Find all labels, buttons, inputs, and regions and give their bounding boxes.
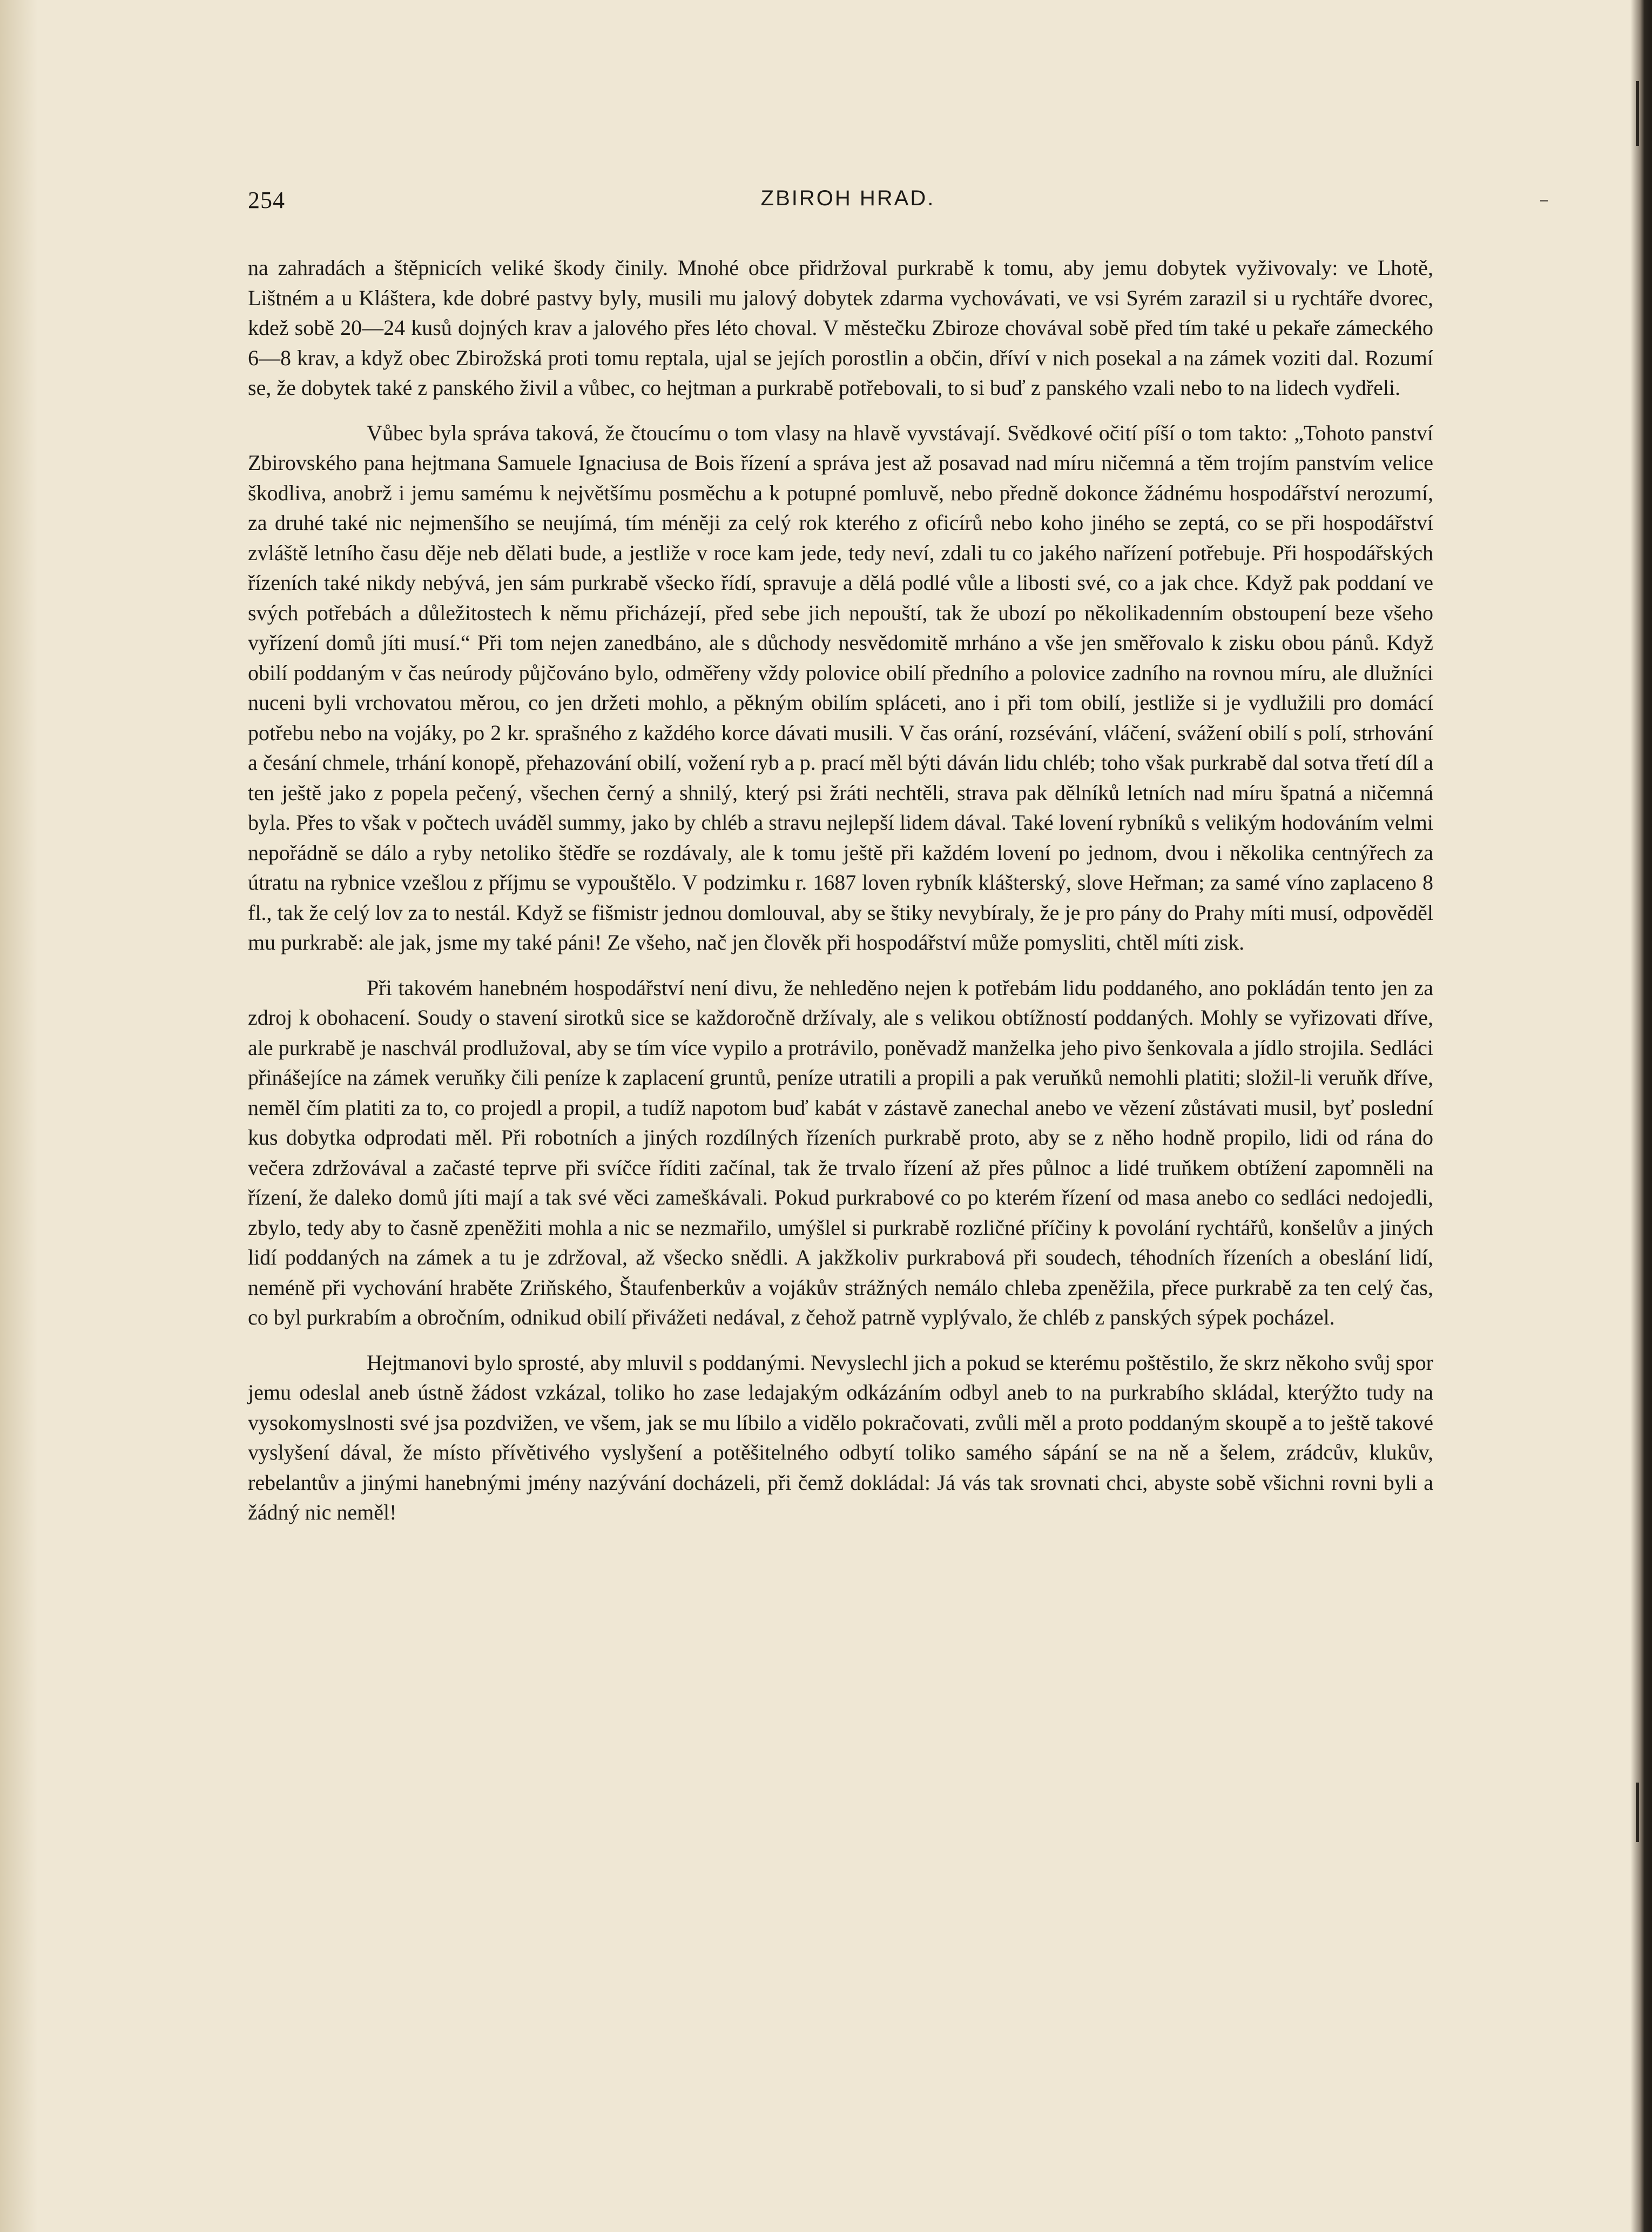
edge-mark-bottom [1636, 1783, 1639, 1842]
edge-mark-top [1636, 81, 1639, 146]
paragraph-4: Hejtmanovi bylo sprosté, aby mluvil s poddanými. Nevyslechl jich a pokud se kterému poštěstilo, že skrz někoho svůj spor jemu odeslal aneb ústně žádost vzkázal, toliko ho zase ledajakým odkázáním odbyl aneb to na purkrabího skládal, kterýžto tudy na vysokomyslnosti své jsa pozdvižen, ve všem, jak se mu líbilo a vidělo pokračovati, zvůli měl a proto poddaným skoupě a to ještě takové vyslyšení dával, že místo přívětivého vyslyšení a potěšitelného odbytí toliko samého sápání se na ně a šelem, zrádcův, klukův, rebelantův a jinými hanebnými jmény nazývání docházeli, při čemž dokládal: Já vás tak srovnati chci, abyste sobě všichni rovni byli a žádný nic neměl! [248, 1350, 1433, 1524]
body-text [248, 253, 1433, 1543]
paragraph-2: Vůbec byla správa taková, že čtoucímu o tom vlasy na hlavě vyvstávají. Svědkové očití píší o tom takto: „Tohoto panství Zbirovského pana hejtmana Samuele Ignaciusa de Bois řízení a správa jest až posavad nad míru ničemná a těm trojím panstvím velice škodliva, anobrž i jemu samému k největšímu posměchu a k potupné pomluvě, nebo předně dokonce žádnému hospodářství nerozumí, za druhé také nic nejmenšího se neujímá, tím méněji za celý rok kterého z oficírů nebo koho jiného se zeptá, co se při hospodářství zvláště letního času děje neb dělati bude, a jestliže v roce kam jede, tedy neví, zdali tu co jakého nařízení potřebuje. Při hospodářských řízeních také nikdy nebývá, jen sám purkrabě všecko řídí, spravuje a dělá podlé vůle a libosti své, co a jak chce. Když pak poddaní ve svých potřebách a důležitostech k němu přicházejí, před sebe jich nepouští, tak že ubozí po několikadenním obstoupení beze všeho vyřízení domů jíti musí.“ Při tom nejen zanedbáno, ale s důchody nesvědomitě mrháno a vše jen směřovalo k zisku obou pánů. Když obilí poddaným v čas neúrody půjčováno bylo, odměřeny vždy polovice obilí předního a polovice zadního na rovnou míru, ale dlužníci nuceni byli vrchovatou měrou, co jen držeti mohlo, a pěkným obilím spláceti, ano i při tom obilí, jestliže si je vydlužili pro domácí potřebu nebo na vojáky, po 2 kr. sprašného z každého korce dávati musili. V čas orání, rozsévání, vláčení, svážení obilí s polí, strhování a česání chmele, trhání konopě, přehazování obilí, vožení ryb a p. prací měl býti dáván lidu chléb; toho však purkrabě dal sotva třetí díl a ten ještě jako z popela pečený, všechen černý a shnilý, který psi žráti nechtěli, strava pak dělníků letních nad míru špatná a ničemná byla. Přes to však v počtech uváděl summy, jako by chléb a stravu nejlepší lidem dával. Také lovení rybníků s velikým hodováním velmi nepořádně se dálo a ryby netoliko štědře se rozdávaly, ale k tomu ještě při každém lovení po jednom, dvou i několika centnýřech za útratu na rybnice vzešlou z příjmu se vypouštělo. V podzimku r. 1687 loven rybník klášterský, slove Heřman; za samé víno zaplaceno 8 fl., tak že celý lov za to nestál. Když se fišmistr jednou domlouval, aby se štiky nevybíraly, že je pro pány do Prahy míti musí, odpověděl mu purkrabě: ale jak, jsme my také páni! Ze všeho, nač jen člověk při hospodářství může pomysliti, chtěl míti zisk. [248, 420, 1433, 954]
paragraph-1: na zahradách a štěpnicích veliké škody činily. Mnohé obce přidržoval purkrabě k tomu, aby jemu dobytek vyživovaly: ve Lhotě, Lištném a u Kláštera, kde dobré pastvy byly, musili mu jalový dobytek zdarma vychovávati, ve vsi Syrém zarazil si u rychtáře dvorec, kdež sobě 20—24 kusů dojných krav a jalového přes léto choval. V městečku Zbiroze chovával sobě před tím také u pekaře zámeckého 6—8 krav, a když obec Zbirožská proti tomu reptala, ujal se jejích porostlin a občin, dříví v nich posekal a na zámek voziti dal. Rozumí se, že dobytek také z panského živil a vůbec, co hejtman a purkrabě potřebovali, to si buď z panského vzali nebo to na lidech vydřeli. [248, 256, 1433, 400]
page-gutter-shadow [0, 0, 38, 2232]
page-number: 254 [248, 187, 285, 213]
paragraph-3: Při takovém hanebném hospodářství není divu, že nehleděno nejen k potřebám lidu poddaného, ano pokládán tento jen za zdroj k obohacení. Soudy o stavení sirotků sice se každoročně držívaly, ale s velikou obtížností poddaných. Mohly se vyřizovati dříve, ale purkrabě je naschvál prodlužoval, aby se tím více vypilo a protrávilo, poněvadž manželka jeho pivo šenkovala a jídlo strojila. Sedláci přinášejíce na zámek veruňky čili peníze k zaplacení gruntů, peníze utratili a propili a pak veruňků nemohli platiti; složil-li veruňk dříve, neměl čím platiti za to, co projedl a propil, a tudíž napotom buď kabát v zástavě zanechal anebo ve vězení zůstávati musil, byť poslední kus dobytka odprodati měl. Při robotních a jiných rozdílných řízeních purkrabě proto, aby se z něho hodně propilo, lidi od rána do večera zdržovával a začasté teprve při svíčce říditi začínal, tak že trvalo řízení až přes půlnoc a lidé truňkem obtížení zapomněli na řízení, že daleko domů jíti mají a tak své věci zameškávali. Pokud purkrabové co po kterém řízení od masa anebo co sedláci nedojedli, zbylo, tedy aby to časně zpeněžiti mohla a nic se nezmařilo, umýšlel si purkrabě rozličné příčiny k povolání rychtářů, konšelův a jiných lidí poddaných na zámek a tu je zdržoval, až všecko snědli. A jakžkoliv purkrabová při soudech, téhodních řízeních a obeslání lidí, neméně při vychování hraběte Zriňského, Štaufenberkův a vojákův strážných nemálo chleba zpeněžila, přece purkrabě za ten celý čas, co byl purkrabím a obročním, odnikud obilí přivážeti nedával, z čehož patrně vyplývalo, že chléb z panských sýpek pocházel. [248, 975, 1433, 1329]
running-head: ZBIROH HRAD. [760, 186, 935, 210]
page-edge-binding [1630, 0, 1652, 2232]
margin-mark [1540, 200, 1548, 201]
